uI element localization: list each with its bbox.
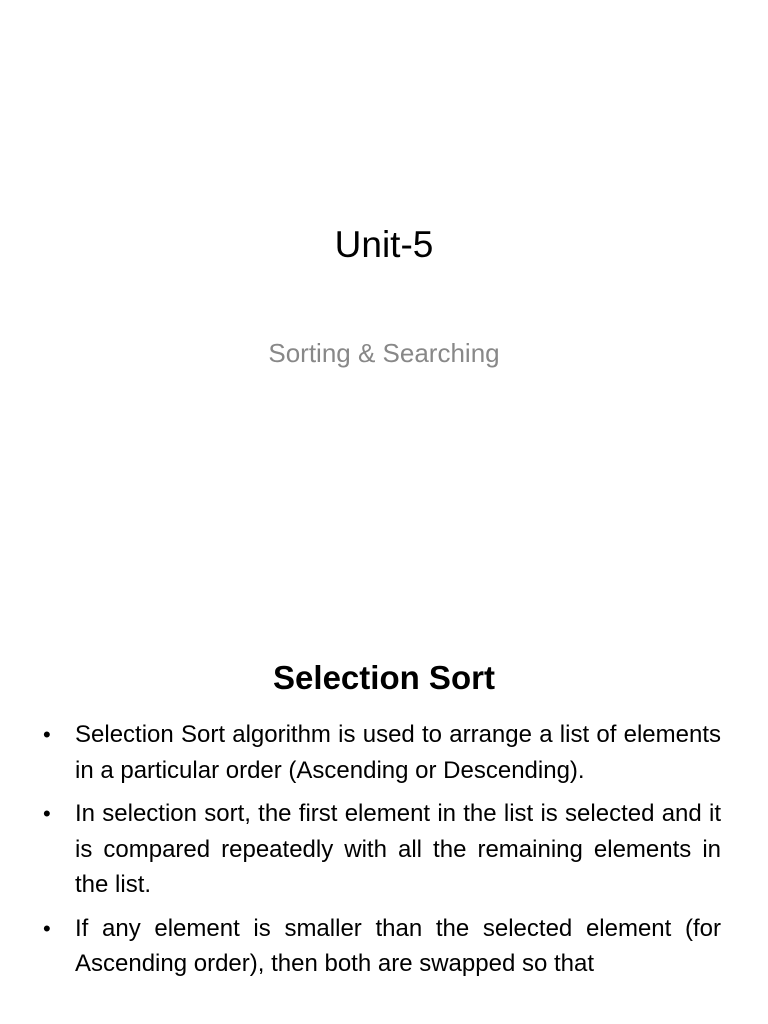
- bullet-text: In selection sort, the first element in the list is selected and it is compared repeatedly with all the remaining elements in the list.: [75, 800, 721, 898]
- bullet-text: Selection Sort algorithm is used to arrange a list of elements in a particular order (Ascending or Descending).: [75, 721, 721, 784]
- content-slide: [0, 576, 768, 1024]
- bullet-item: [40, 796, 721, 903]
- bullet-text: If any element is smaller than the selected element (for Ascending order), then both are swapped so that: [75, 914, 721, 977]
- bullet-item: [40, 717, 721, 788]
- slide-subtitle: Sorting & Searching: [268, 338, 500, 368]
- bullet-dot-icon: •: [43, 801, 51, 826]
- slide-heading: Selection Sort: [273, 659, 495, 696]
- bullet-list: [40, 717, 721, 990]
- bullet-item: [40, 911, 721, 982]
- bullet-dot-icon: •: [43, 915, 51, 941]
- bullet-dot-icon: •: [43, 722, 51, 747]
- slide-title: Unit-5: [334, 224, 434, 265]
